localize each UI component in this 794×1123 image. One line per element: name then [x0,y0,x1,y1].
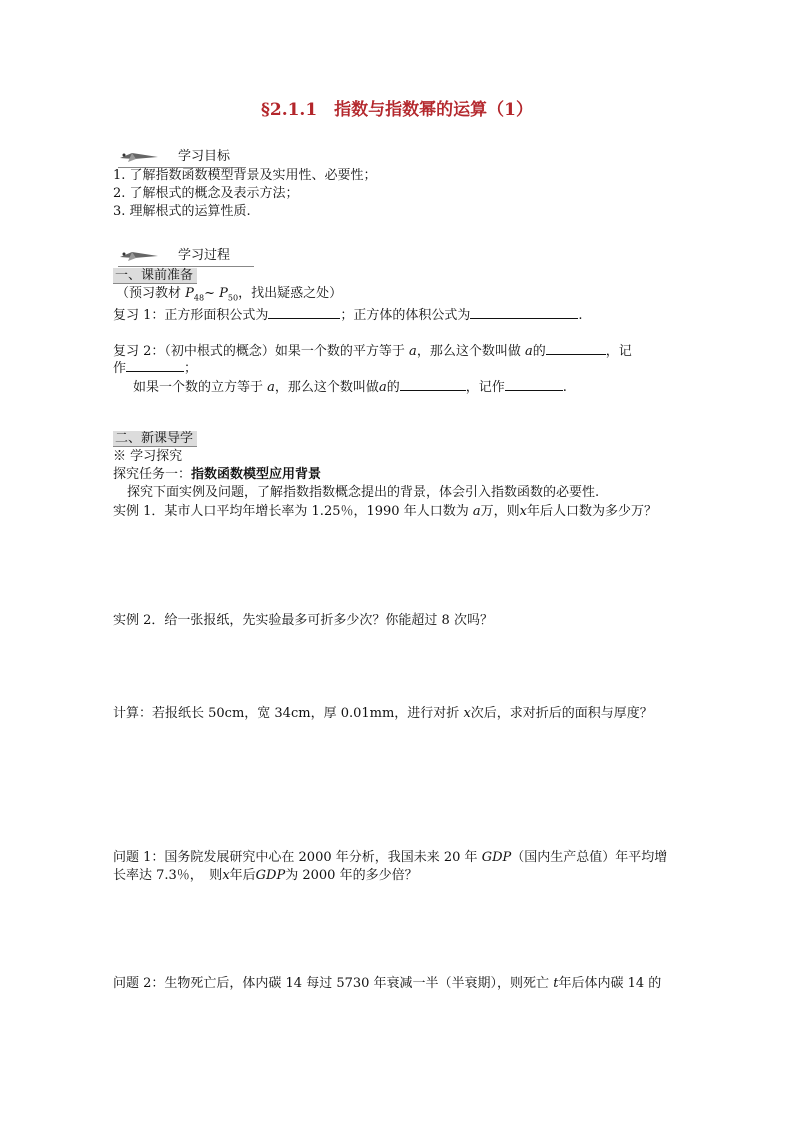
variable-x: x [519,504,527,519]
blank [470,305,578,319]
process-heading-label: 学习过程 [178,248,231,263]
gdp-term: GDP [481,850,512,865]
page-ref-start: P [185,286,194,301]
example-1 [113,503,657,521]
question-1-text: 为 2000 年的多少倍？ [285,868,418,883]
calculation [113,705,653,723]
example-1-text: 年后人口数为多少万？ [526,504,657,519]
variable-a: a [524,344,533,359]
blank [505,377,563,391]
page-ref-end-number: 50 [227,293,239,303]
blank [268,305,340,319]
question-1-text: （国内生产总值）年平均增 [511,850,668,865]
example-1-text: 万，则 [480,504,520,519]
review-1 [113,305,583,325]
review-2-text: ； [184,361,198,376]
paper-plane-icon [118,150,160,164]
review-3-text: ，那么这个数叫做 [274,380,379,395]
goals-heading [118,148,246,168]
review-3-text: 的 [386,380,400,395]
review-2-text: 复习 2：（初中根式的概念）如果一个数的平方等于 [113,344,405,359]
review-2-text: ，记 [605,344,632,359]
goal-item: 3. 理解根式的运算性质. [113,204,251,219]
variable-a: a [409,344,417,359]
review-3 [133,377,567,397]
page-ref-end: P [219,286,228,301]
review-1-text: ；正方体的体积公式为 [340,308,471,323]
explore-subheading: ※ 学习探究 [113,449,183,464]
part1-heading-label: 一、课前准备 [113,268,197,284]
question-1-text: 长率达 7.3％， 则 [113,868,223,883]
part2-heading-label: 二、新课导学 [113,431,197,447]
question-1-text: 年后 [229,868,256,883]
variable-a: a [472,504,481,519]
goal-item: 2. 了解根式的概念及表示方法； [113,186,299,201]
question-2-text: 年后体内碳 14 的 [558,976,662,991]
question-1-cont [113,867,418,885]
review-1-text: 复习 1：正方形面积公式为 [113,308,269,323]
page-ref-start-number: 48 [193,293,205,303]
example-2: 实例 2．给一张报纸，先实验最多可折多少次？你能超过 8 次吗？ [113,613,493,628]
variable-x: x [222,868,230,883]
review-2-text: ，那么这个数叫做 [416,344,521,359]
task-description: 探究下面实例及问题，了解指数指数概念提出的背景，体会引入指数函数的必要性. [127,485,600,500]
period: . [578,308,583,323]
part2-heading [113,430,197,448]
review-2-text: 作 [113,361,127,376]
period: . [562,380,567,395]
variable-a: a [267,380,275,395]
variable-t: t [553,976,559,991]
process-heading [118,247,254,267]
gdp-term: GDP [255,868,286,883]
preview-prefix: （预习教材 [116,286,182,301]
review-3-text: ，记作 [465,380,505,395]
page-title: §2.1.1 指数与指数幂的运算（1） [260,100,534,120]
calculation-text: 计算：若报纸长 50cm，宽 34cm，厚 0.01mm，进行对折 [113,706,460,721]
variable-x: x [463,706,471,721]
part1-heading [113,267,197,285]
question-2 [113,975,661,993]
question-1-text: 问题 1：国务院发展研究中心在 2000 年分析，我国未来 20 年 [113,850,478,865]
review-3-text: 如果一个数的立方等于 [133,380,264,395]
blank [126,358,184,372]
task-one-title: 指数函数模型应用背景 [191,467,322,482]
blank [400,377,466,391]
task-one-prefix: 探究任务一： [113,467,192,482]
review-2-text: 的 [532,344,546,359]
tilde: ~ [204,286,215,301]
goals-heading-label: 学习目标 [178,149,231,164]
calculation-text: 次后，求对折后的面积与厚度？ [470,706,653,721]
variable-a: a [378,380,387,395]
example-1-text: 实例 1．某市人口平均年增长率为 1.25％，1990 年人口数为 [113,504,469,519]
task-one [113,466,321,484]
question-2-text: 问题 2：生物死亡后，体内碳 14 每过 5730 年衰减一半（半衰期），则死亡 [113,976,550,991]
goal-item: 1. 了解指数函数模型背景及实用性、必要性； [113,168,377,183]
paper-plane-icon [118,249,160,263]
blank [546,341,606,355]
review-2-cont [113,358,197,378]
question-1 [113,849,667,867]
preview-suffix: ，找出疑惑之处） [238,286,343,301]
